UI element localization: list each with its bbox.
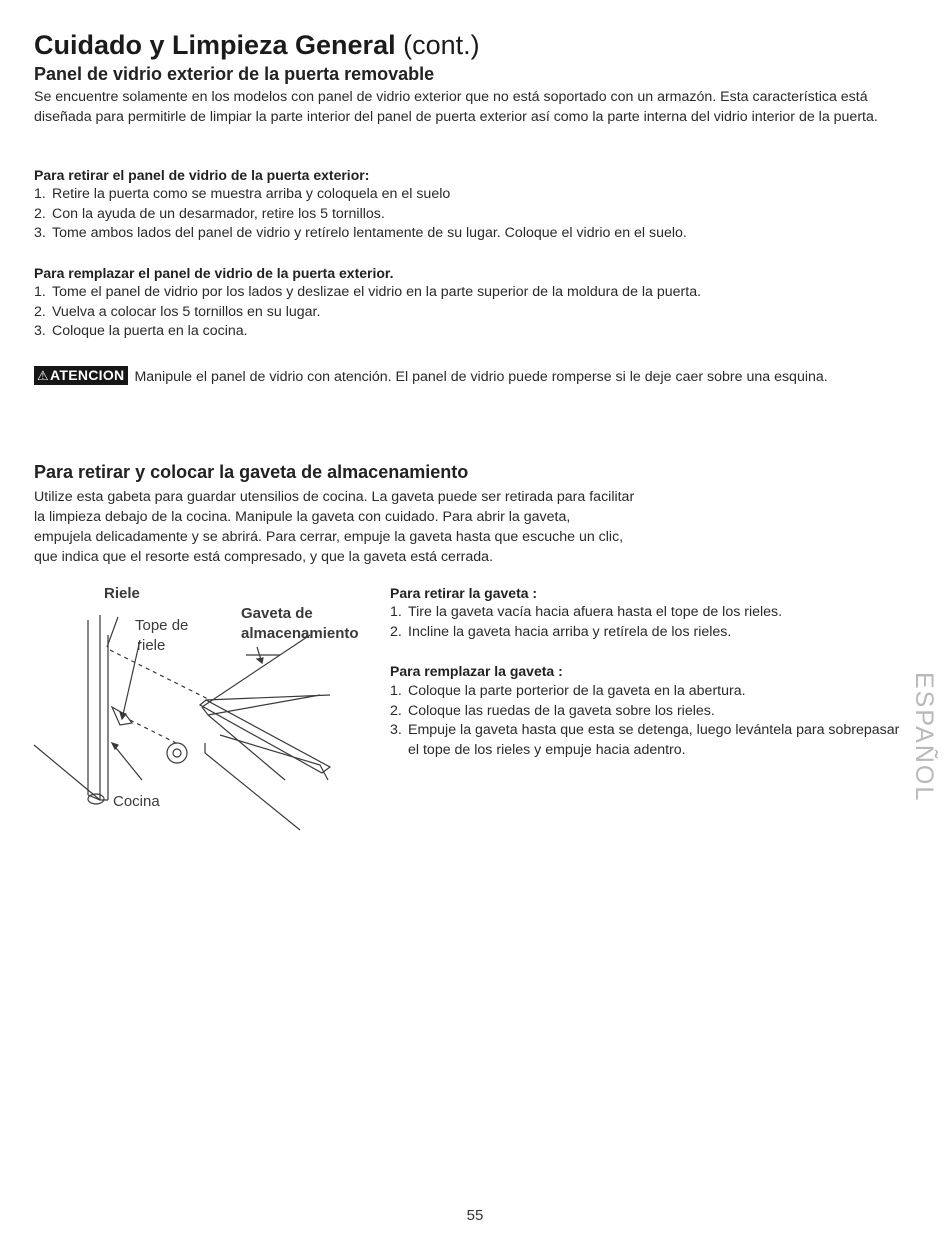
rail-dashed-line [110, 650, 210, 700]
remove-drawer-heading: Para retirar la gaveta : [390, 585, 538, 601]
leader-line-riele [107, 617, 118, 647]
page-title-suffix: (cont.) [403, 30, 480, 60]
replace-glass-steps [34, 283, 914, 342]
list-item: 2. Vuelva a colocar los 5 tornillos en su lugar. [34, 303, 321, 320]
drawer-wheel [167, 743, 187, 763]
list-item: 1. Tome el panel de vidrio por los lados y deslizae el vidrio en la parte superior de la moldura de la puerta. [34, 284, 702, 300]
list-item: 3. Tome ambos lados del panel de vidrio y retírelo lentamente de su lugar. Coloque el vidrio en el suelo. [34, 225, 687, 241]
section-heading-drawer: Para retirar y colocar la gaveta de almacenamiento [34, 462, 469, 482]
diagram-label-tope-1: Tope de [135, 617, 189, 634]
remove-drawer-steps [390, 603, 910, 642]
list-item: 1. Coloque la parte porterior de la gaveta en la abertura. [390, 683, 746, 699]
section-intro-drawer: Utilize esta gabeta para guardar utensilios de cocina. La gaveta puede ser retirada para facilitar la limpieza debajo de la cocina. Manipule la gaveta con cuidado. Para abrir la gaveta, empujela delicadamente y se abrirá. Para cerrar, empuje la gaveta hasta que escuche un clic, que indica que el resorte está compresado, y que la gaveta está cerrada. [34, 489, 635, 565]
list-item: 3. Empuje la gaveta hasta que esta se detenga, luego levántela para sobrepasar el tope de los rieles y empuje hacia adentro. [390, 722, 900, 758]
list-item: 3. Coloque la puerta en la cocina. [34, 323, 248, 339]
arrowhead-icon [257, 658, 263, 663]
warning-note [34, 366, 904, 388]
replace-drawer-heading: Para remplazar la gaveta : [390, 663, 563, 679]
drawer-side [206, 695, 330, 700]
leader-line-cocina [112, 743, 142, 780]
floor-line [34, 745, 100, 800]
section-intro-glass-panel: Se encuentre solamente en los modelos con panel de vidrio exterior que no está soportado con un armazón. Esta característica está diseñada para permitirle de limpiar la parte interior del panel de puerta exterior así como la parte interna del vidrio interior de la puerta. [34, 89, 878, 125]
language-side-tab: ESPAÑOL [910, 672, 938, 803]
diagram-label-gaveta-1: Gaveta de [241, 605, 313, 622]
list-item: 1. Retire la puerta como se muestra arriba y coloquela en el suelo [34, 186, 451, 202]
warning-text: Manipule el panel de vidrio con atención. El panel de vidrio puede romperse si le deje caer sobre una esquina. [134, 369, 828, 385]
drawer-wheel-hub [173, 749, 181, 757]
list-item: 2. Con la ayuda de un desarmador, retire los 5 tornillos. [34, 205, 385, 222]
remove-glass-steps [34, 185, 914, 244]
diagram-label-gaveta-2: almacenamiento [241, 625, 359, 642]
caution-badge: ⚠ATENCION [34, 366, 128, 385]
list-item: 1. Tire la gaveta vacía hacia afuera hasta el tope de los rieles. [390, 604, 783, 620]
leveling-foot [88, 794, 104, 804]
arrowhead-icon [120, 712, 126, 719]
page-title-main: Cuidado y Limpieza General [34, 30, 396, 60]
replace-drawer-steps [390, 682, 905, 760]
diagram-label-cocina: Cocina [113, 793, 160, 810]
remove-glass-heading: Para retirar el panel de vidrio de la puerta exterior: [34, 167, 370, 183]
rail-dashed-line [130, 720, 180, 745]
diagram-label-riele: Riele [104, 585, 140, 602]
warning-triangle-icon: ⚠ [37, 368, 49, 383]
page-title [34, 30, 480, 61]
list-item: 2. Coloque las ruedas de la gaveta sobre los rieles. [390, 702, 715, 719]
diagram-label-tope-2: riele [137, 637, 166, 654]
drawer-front-edge [202, 707, 285, 780]
list-item: 2. Incline la gaveta hacia arriba y retírela de los rieles. [390, 623, 732, 640]
replace-glass-heading: Para remplazar el panel de vidrio de la puerta exterior. [34, 265, 394, 281]
page-number: 55 [466, 1207, 484, 1224]
drawer-bottom-edge [205, 753, 300, 830]
section-heading-glass-panel: Panel de vidrio exterior de la puerta removable [34, 64, 435, 84]
arrowhead-icon [112, 743, 118, 749]
